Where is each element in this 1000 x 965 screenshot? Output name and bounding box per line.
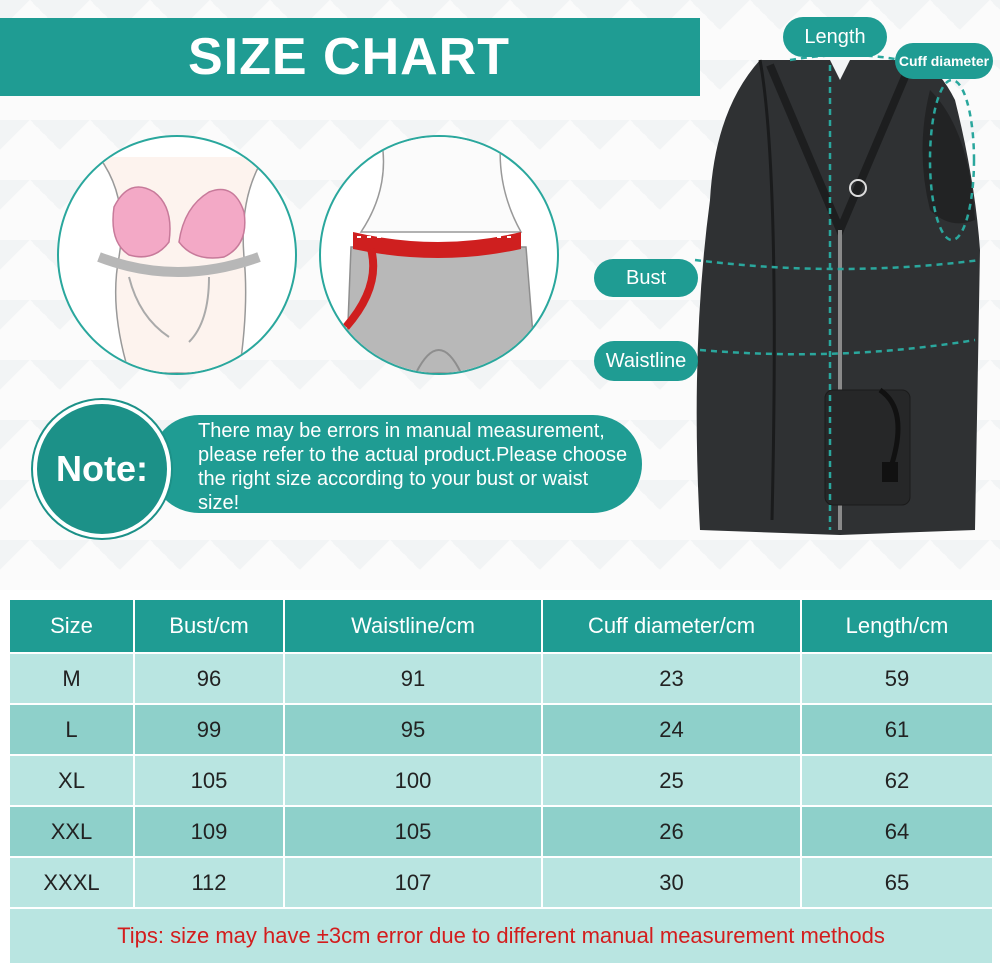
- cell-size: M: [9, 653, 134, 704]
- cell-length: 59: [801, 653, 993, 704]
- cell-waistline: 95: [284, 704, 542, 755]
- bust-tag: Bust: [594, 259, 698, 297]
- cell-bust: 99: [134, 704, 284, 755]
- cell-bust: 109: [134, 806, 284, 857]
- length-tag: Length: [783, 17, 887, 57]
- cell-waistline: 107: [284, 857, 542, 908]
- cell-cuff: 24: [542, 704, 801, 755]
- cell-cuff: 23: [542, 653, 801, 704]
- note-badge: [33, 400, 171, 538]
- cell-length: 61: [801, 704, 993, 755]
- tips-row: [9, 908, 993, 964]
- table-row: [9, 857, 993, 908]
- note-label: Note:: [56, 448, 148, 489]
- title-banner: [0, 18, 700, 96]
- size-table: [8, 598, 994, 965]
- cell-size: XL: [9, 755, 134, 806]
- waist-measure-illustration: [319, 135, 559, 375]
- table-row: [9, 806, 993, 857]
- cell-length: 65: [801, 857, 993, 908]
- page-title: SIZE CHART: [188, 28, 510, 86]
- tips-text: Tips: size may have ±3cm error due to different manual measurement methods: [9, 908, 993, 964]
- cell-bust: 96: [134, 653, 284, 704]
- table-row: [9, 653, 993, 704]
- cell-waistline: 105: [284, 806, 542, 857]
- cell-cuff: 26: [542, 806, 801, 857]
- table-row: [9, 704, 993, 755]
- header-length: Length/cm: [801, 599, 993, 653]
- header-cuff-diameter: Cuff diameter/cm: [542, 599, 801, 653]
- waistline-tag: Waistline: [594, 341, 698, 381]
- header-bust: Bust/cm: [134, 599, 284, 653]
- cell-bust: 105: [134, 755, 284, 806]
- cell-cuff: 25: [542, 755, 801, 806]
- vest-illustration: [690, 50, 985, 540]
- cell-length: 64: [801, 806, 993, 857]
- cell-size: XXL: [9, 806, 134, 857]
- cell-length: 62: [801, 755, 993, 806]
- cell-size: L: [9, 704, 134, 755]
- cell-cuff: 30: [542, 857, 801, 908]
- cuff-diameter-tag: Cuff diameter: [895, 43, 993, 79]
- table-row: [9, 755, 993, 806]
- cell-size: XXXL: [9, 857, 134, 908]
- header-size: Size: [9, 599, 134, 653]
- note-text: There may be errors in manual measurement, please refer to the actual product.Please choose the right size according to your bust or waist size!: [198, 420, 628, 514]
- cell-bust: 112: [134, 857, 284, 908]
- bust-measure-illustration: [57, 135, 297, 375]
- cell-waistline: 91: [284, 653, 542, 704]
- table-header-row: [9, 599, 993, 653]
- cell-waistline: 100: [284, 755, 542, 806]
- header-waistline: Waistline/cm: [284, 599, 542, 653]
